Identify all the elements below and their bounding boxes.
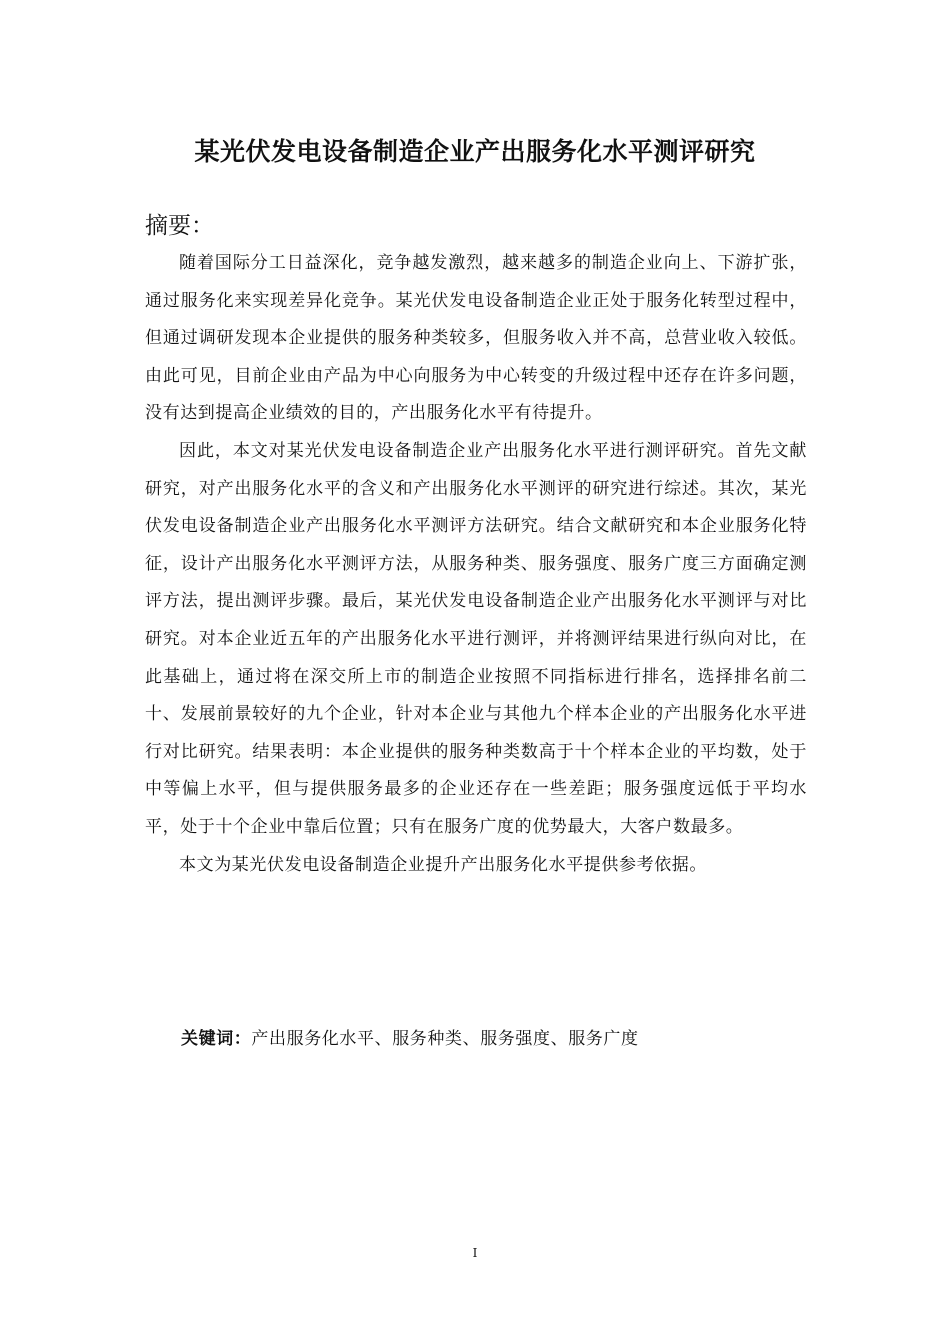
abstract-paragraph-2: 因此，本文对某光伏发电设备制造企业产出服务化水平进行测评研究。首先文献研究，对产出服务化水平的含义和产出服务化水平测评的研究进行综述。其次，某光伏发电设备制造企业产出服务化水平测评方法研究。结合文献研究和本企业服务化特征，设计产出服务化水平测评方法，从服务种类、服务强度、服务广度三方面确定测评方法，提出测评步骤。最后，某光伏发电设备制造企业产出服务化水平测评与对比研究。对本企业近五年的产出服务化水平进行测评，并将测评结果进行纵向对比，在此基础上，通过将在深交所上市的制造企业按照不同指标进行排名，选择排名前二十、发展前景较好的九个企业，针对本企业与其他九个样本企业的产出服务化水平进行对比研究。结果表明：本企业提供的服务种类数高于十个样本企业的平均数，处于中等偏上水平，但与提供服务最多的企业还存在一些差距；服务强度远低于平均水平，处于十个企业中靠后位置；只有在服务广度的优势最大，大客户数最多。 — [145, 440, 807, 837]
abstract-heading: 摘要： — [145, 213, 214, 239]
keywords-line — [181, 1021, 807, 1057]
abstract-paragraph-1: 随着国际分工日益深化，竞争越发激烈，越来越多的制造企业向上、下游扩张，通过服务化来实现差异化竞争。某光伏发电设备制造企业正处于服务化转型过程中，但通过调研发现本企业提供的服务种类较多，但服务收入并不高，总营业收入较低。由此可见，目前企业由产品为中心向服务为中心转变的升级过程中还存在许多问题，没有达到提高企业绩效的目的，产出服务化水平有待提升。 — [145, 253, 807, 424]
keywords-label: 关键词： — [181, 1029, 252, 1049]
keywords-text: 产出服务化水平、服务种类、服务强度、服务广度 — [251, 1029, 639, 1049]
abstract-paragraph-3: 本文为某光伏发电设备制造企业提升产出服务化水平提供参考依据。 — [179, 854, 707, 875]
abstract-body — [145, 245, 807, 884]
page-number: I — [472, 1246, 478, 1260]
page-title: 某光伏发电设备制造企业产出服务化水平测评研究 — [194, 137, 756, 166]
